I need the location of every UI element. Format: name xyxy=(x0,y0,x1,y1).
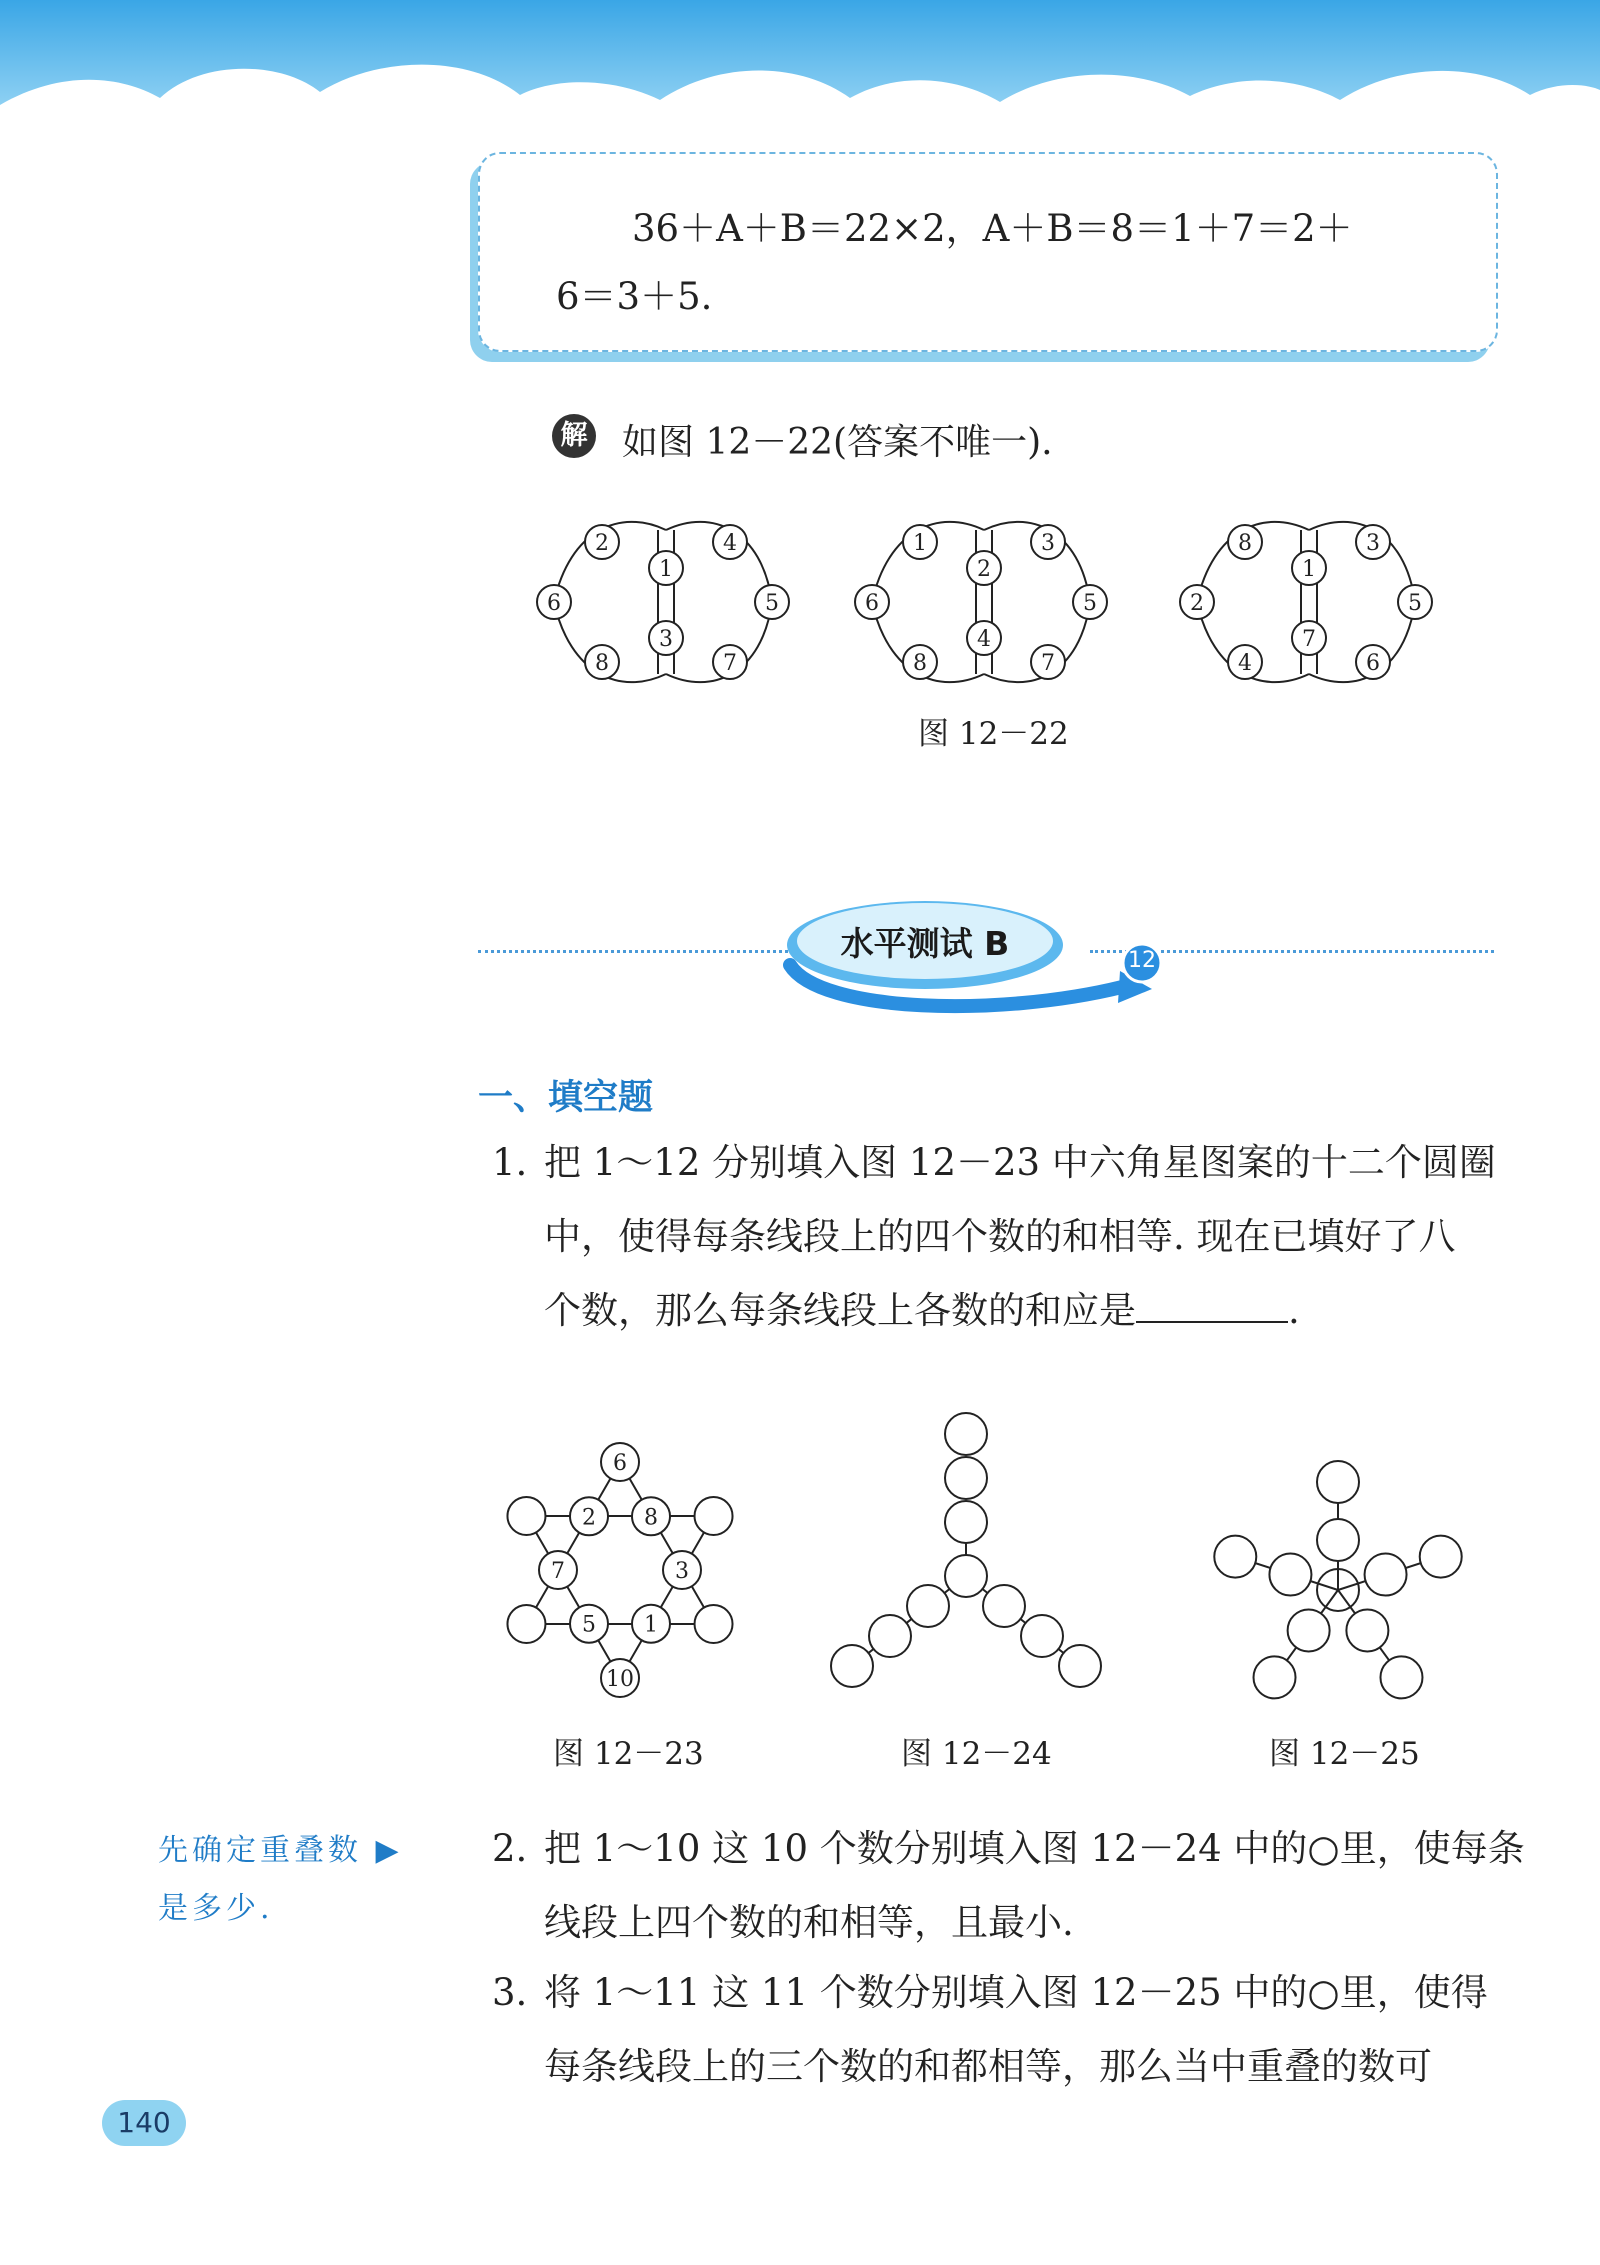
figure-12-25-caption: 图 12－25 xyxy=(1269,1736,1420,1772)
section-heading: 一、填空题 xyxy=(478,1078,654,1118)
number-circle-label: 7 xyxy=(551,1559,565,1584)
figure-12-22-diagram xyxy=(1180,522,1432,682)
figure-12-25 xyxy=(1198,1450,1488,1710)
empty-circle xyxy=(1317,1461,1359,1503)
number-circle-label: 4 xyxy=(723,531,737,556)
number-circle-label: 1 xyxy=(659,557,673,582)
empty-circle xyxy=(1365,1554,1407,1596)
figure-12-22 xyxy=(520,500,1520,700)
side-note-line-1: 先确定重叠数 ▶ xyxy=(158,1833,403,1868)
empty-circle xyxy=(1254,1656,1296,1698)
number-circle xyxy=(695,1605,733,1643)
number-circle-label: 7 xyxy=(1302,627,1316,652)
question-3-number: 3. xyxy=(492,1971,528,2014)
question-3-line-1: 将 1～11 这 11 个数分别填入图 12－25 中的○里，使得 xyxy=(544,1971,1488,2014)
figure-12-24 xyxy=(816,1398,1116,1708)
empty-circle xyxy=(1346,1609,1388,1651)
number-circle-label: 8 xyxy=(913,651,927,676)
formula-box xyxy=(478,152,1498,352)
figure-12-24-caption: 图 12－24 xyxy=(901,1736,1052,1772)
section-badge: 12 xyxy=(1128,948,1156,973)
number-circle-label: 2 xyxy=(977,557,991,582)
side-note-line-2: 是多少. xyxy=(158,1891,274,1926)
empty-circle xyxy=(945,1413,987,1455)
question-1-line-2: 中，使得每条线段上的四个数的和相等. 现在已填好了八 xyxy=(544,1215,1456,1258)
empty-circle xyxy=(983,1585,1025,1627)
empty-circle xyxy=(1288,1609,1330,1651)
number-circle xyxy=(507,1605,545,1643)
section-divider-left xyxy=(478,950,788,953)
empty-circle xyxy=(1214,1536,1256,1578)
question-2-line-2: 线段上四个数的和相等，且最小. xyxy=(544,1901,1074,1944)
empty-circle xyxy=(1021,1615,1063,1657)
question-1-number: 1. xyxy=(492,1141,528,1184)
number-circle-label: 3 xyxy=(1041,531,1055,556)
number-circle-label: 6 xyxy=(1366,651,1380,676)
number-circle-label: 10 xyxy=(606,1667,634,1692)
question-3-line-2: 每条线段上的三个数的和都相等，那么当中重叠的数可 xyxy=(544,2045,1432,2088)
figure-12-22-diagram xyxy=(537,522,789,682)
question-1-line-1: 把 1～12 分别填入图 12－23 中六角星图案的十二个圆圈 xyxy=(544,1141,1496,1184)
empty-circle xyxy=(869,1615,911,1657)
formula-line-1: 36＋A＋B＝22×2，A＋B＝8＝1＋7＝2＋ xyxy=(632,207,1353,250)
number-circle xyxy=(507,1497,545,1535)
number-circle-label: 7 xyxy=(723,651,737,676)
question-2-line-1: 把 1～10 这 10 个数分别填入图 12－24 中的○里，使每条 xyxy=(544,1827,1525,1870)
number-circle-label: 2 xyxy=(582,1505,596,1531)
number-circle-label: 8 xyxy=(1238,531,1252,556)
number-circle-label: 5 xyxy=(1083,591,1097,616)
solution-text: 如图 12－22(答案不唯一). xyxy=(622,422,1053,463)
empty-circle xyxy=(831,1645,873,1687)
number-circle-label: 4 xyxy=(977,627,991,652)
empty-circle xyxy=(1059,1645,1101,1687)
number-circle-label: 3 xyxy=(1366,531,1380,556)
number-circle-label: 3 xyxy=(659,627,673,652)
empty-circle xyxy=(945,1457,987,1499)
number-circle-label: 1 xyxy=(913,531,927,556)
empty-circle xyxy=(945,1501,987,1543)
number-circle-label: 7 xyxy=(1041,651,1055,676)
number-circle-label: 1 xyxy=(644,1612,658,1638)
answer-blank[interactable] xyxy=(1136,1291,1288,1323)
empty-circle xyxy=(945,1555,987,1597)
figure-12-22-caption: 图 12－22 xyxy=(918,716,1069,752)
solution-badge: 解 xyxy=(552,414,596,458)
number-circle-label: 2 xyxy=(595,531,609,556)
number-circle-label: 6 xyxy=(613,1451,627,1476)
figure-12-23-caption: 图 12－23 xyxy=(553,1736,704,1772)
section-banner-title: 水平测试 B xyxy=(840,924,1010,963)
number-circle-label: 2 xyxy=(1190,591,1204,616)
number-circle xyxy=(695,1497,733,1535)
side-note xyxy=(158,1822,403,1938)
question-1-line-3 xyxy=(544,1274,1300,1348)
number-circle-label: 5 xyxy=(765,591,779,616)
empty-circle xyxy=(1317,1519,1359,1561)
question-2-number: 2. xyxy=(492,1827,528,1870)
figure-12-22-diagram xyxy=(855,522,1107,682)
empty-circle xyxy=(907,1585,949,1627)
empty-circle xyxy=(1420,1536,1462,1578)
number-circle-label: 4 xyxy=(1238,651,1252,676)
number-circle-label: 8 xyxy=(595,651,609,676)
number-circle-label: 6 xyxy=(865,591,879,616)
number-circle-label: 1 xyxy=(1302,557,1316,582)
number-circle-label: 3 xyxy=(675,1559,689,1584)
question-1-line-3-end: . xyxy=(1288,1289,1300,1332)
number-circle-label: 6 xyxy=(547,591,561,616)
sky-header-decoration xyxy=(0,0,1600,140)
formula-line-2: 6＝3＋5. xyxy=(556,275,713,318)
page-number: 140 xyxy=(102,2100,186,2146)
question-1-line-3-text: 个数，那么每条线段上各数的和应是 xyxy=(544,1289,1136,1332)
number-circle-label: 5 xyxy=(1408,591,1422,616)
number-circle-label: 8 xyxy=(644,1505,658,1531)
figure-12-23 xyxy=(490,1440,750,1700)
empty-circle xyxy=(1380,1656,1422,1698)
empty-circle xyxy=(1269,1554,1311,1596)
number-circle-label: 5 xyxy=(582,1612,596,1638)
